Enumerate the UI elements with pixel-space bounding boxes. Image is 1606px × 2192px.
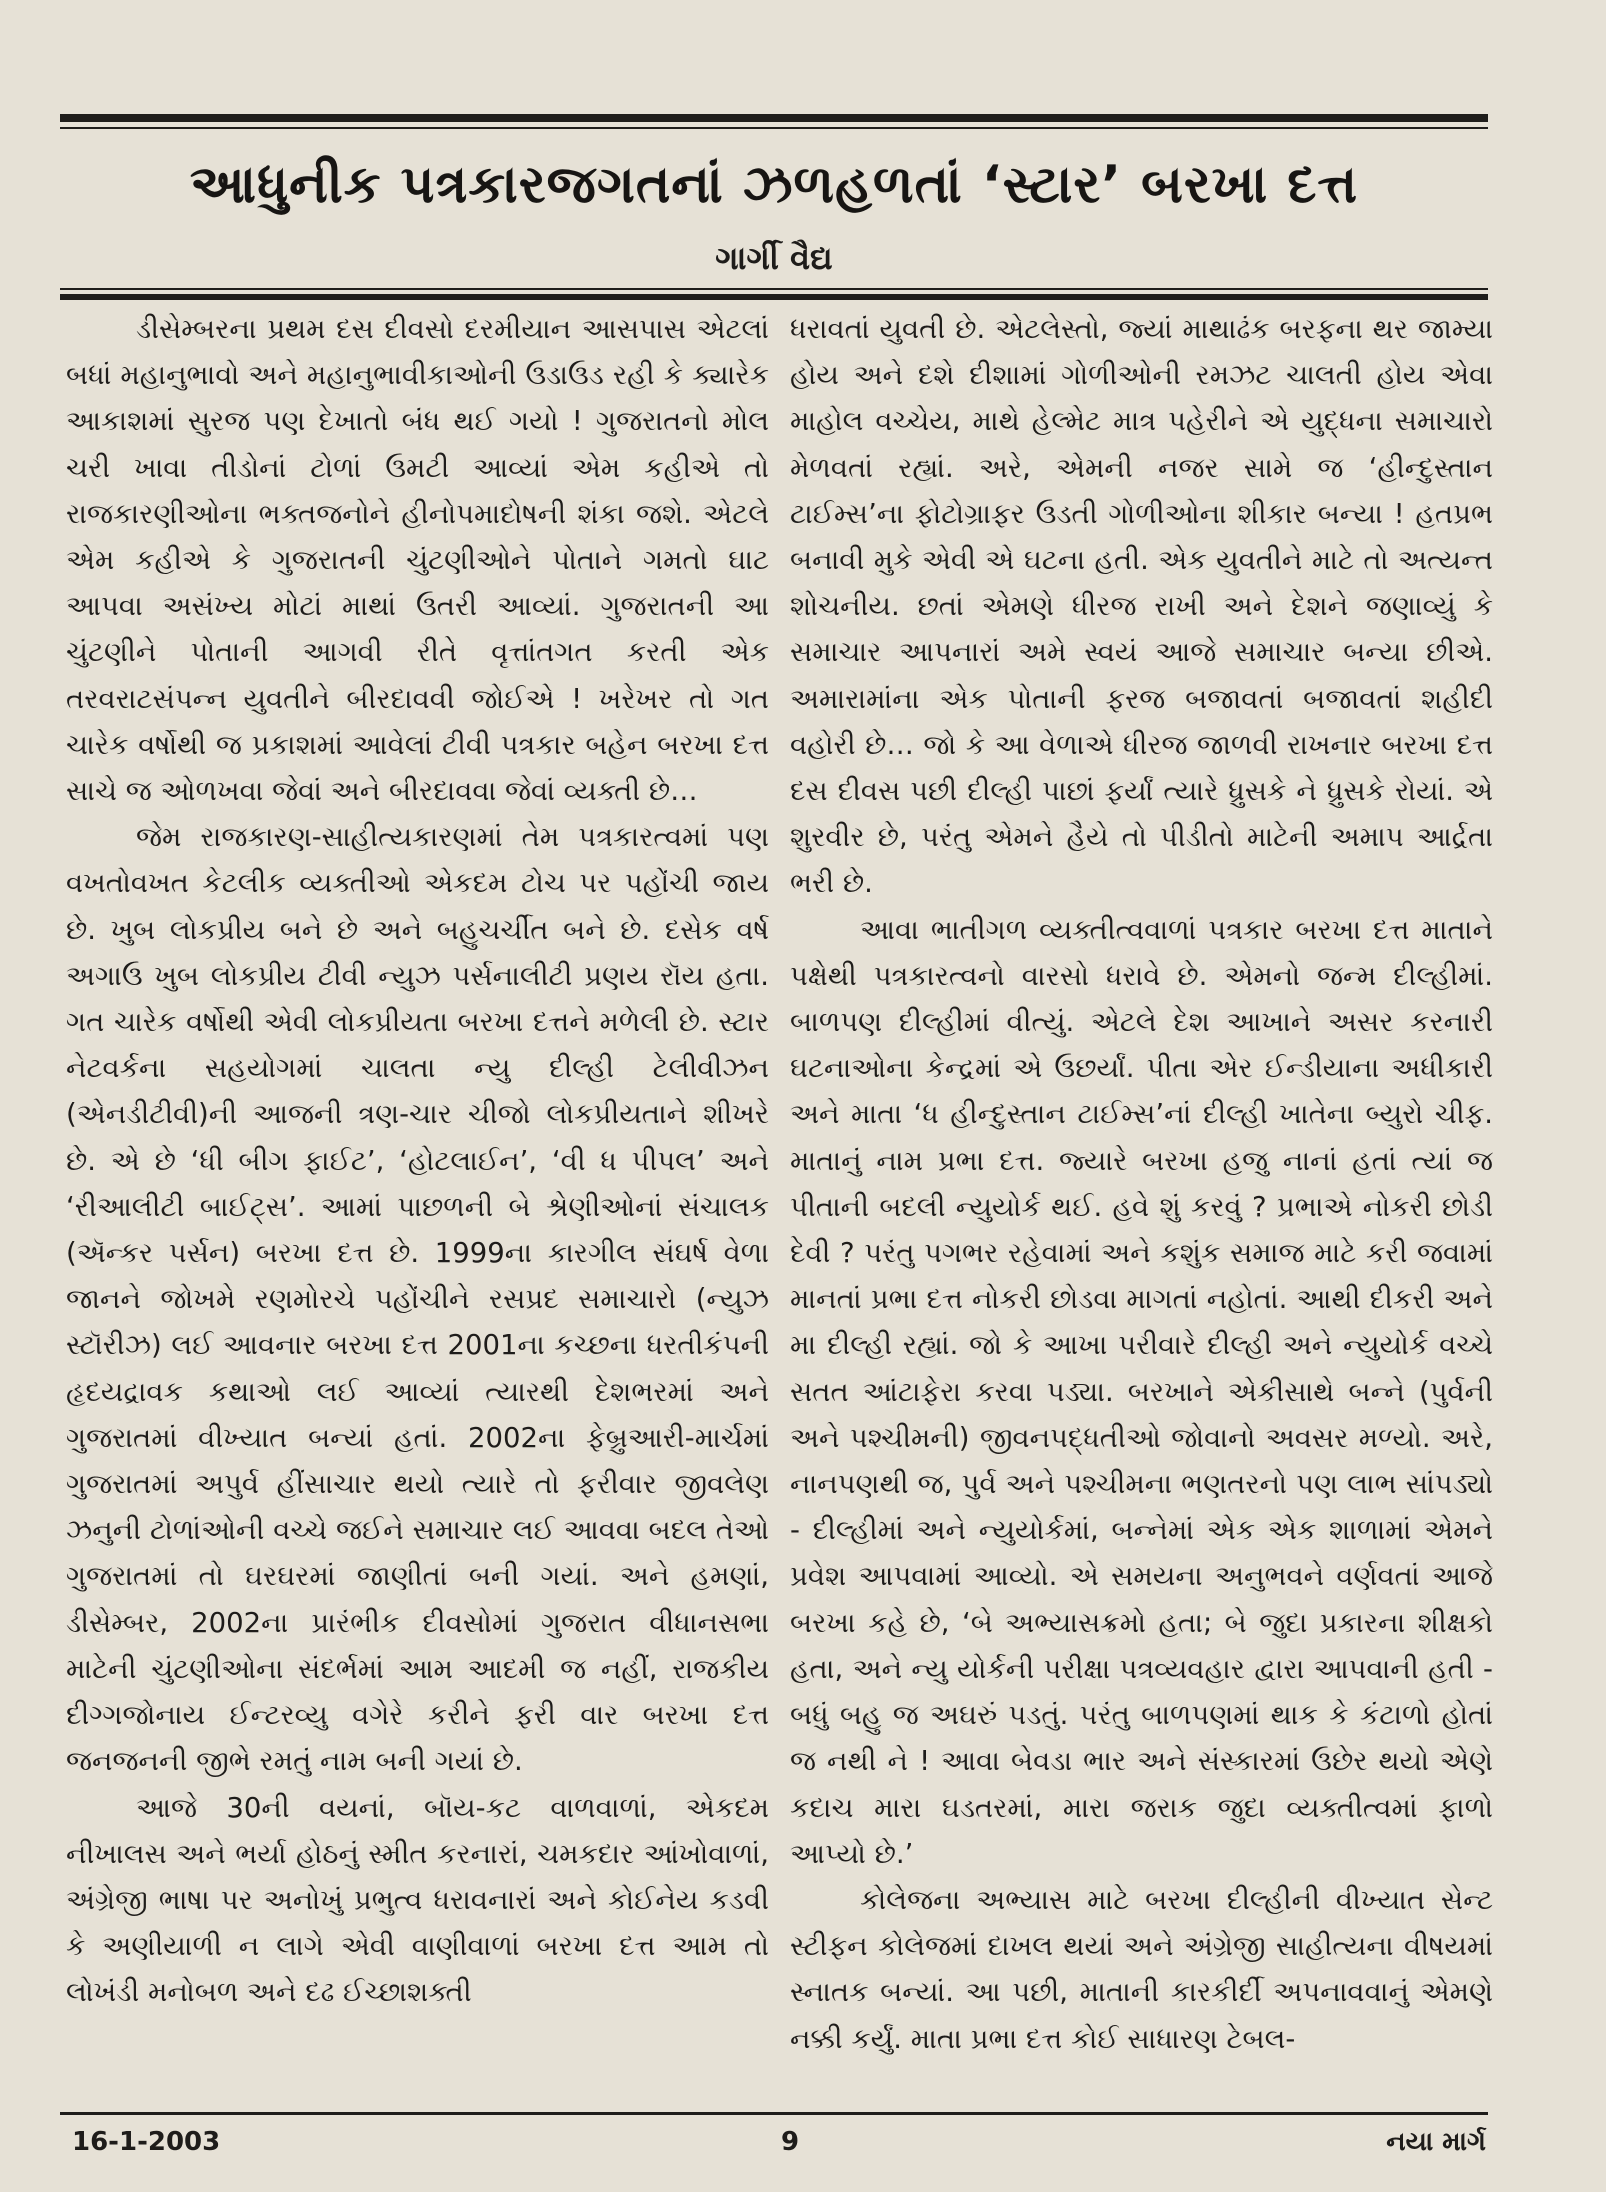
issue-date: 16-1-2003	[72, 2127, 221, 2157]
left-column	[66, 306, 769, 2102]
right-column	[790, 306, 1493, 2102]
top-rule	[60, 114, 1488, 122]
paragraph: કોલેજના અભ્યાસ માટે બરખા દીલ્હીની વીખ્યાત સેન્ટ સ્ટીફન કોલેજમાં દાખલ થયાં અને અંગ્રેજી સાહીત્યના વીષયમાં સ્નાતક બન્યાં. આ પછી, માતાની કારકીર્દી અપનાવવાનું એમણે નક્કી કર્યું. માતા પ્રભા દત્ત કોઈ સાધારણ ટેબલ-	[790, 1883, 1493, 2055]
top-rule-thin	[60, 127, 1488, 129]
page-number: 9	[780, 2127, 800, 2157]
footer-rule	[60, 2112, 1488, 2115]
paragraph: ધરાવતાં યુવતી છે. એટલેસ્તો, જ્યાં માથાઢંક બરફના થર જામ્યા હોય અને દશે દીશામાં ગોળીઓની રમઝટ ચાલતી હોય એવા માહોલ વચ્ચેય, માથે હેલ્મેટ માત્ર પહેરીને એ યુદ્ધના સમાચારો મેળવતાં રહ્યાં. અરે, એમની નજર સામે જ ‘હીન્દુસ્તાન ટાઈમ્સ’ના ફોટોગ્રાફર ઉડતી ગોળીઓના શીકાર બન્યા ! હતપ્રભ બનાવી મુકે એવી એ ઘટના હતી. એક યુવતીને માટે તો અત્યન્ત શોચનીય. છતાં એમણે ધીરજ રાખી અને દેશને જણાવ્યું કે સમાચાર આપનારાં અમે સ્વયં આજે સમાચાર બન્યા છીએ. અમારામાંના એક પોતાની ફરજ બજાવતાં બજાવતાં શહીદી વહોરી છે… જો કે આ વેળાએ ધીરજ જાળવી રાખનાર બરખા દત્ત દસ દીવસ પછી દીલ્હી પાછાં ફર્યાં ત્યારે ધ્રુસકે ને ધ્રુસકે રોયાં. એ શુરવીર છે, પરંતુ એમને હૈયે તો પીડીતો માટેની અમાપ આર્દ્રતા ભરી છે.	[790, 313, 1493, 900]
header-rule-thin	[60, 288, 1488, 290]
author-byline: ગાર્ગી વૈદ્ય	[715, 239, 833, 277]
paragraph: આવા ભાતીગળ વ્યક્તીત્વવાળાં પત્રકાર બરખા દત્ત માતાને પક્ષેથી પત્રકારત્વનો વારસો ધરાવે છે. એમનો જન્મ દીલ્હીમાં. બાળપણ દીલ્હીમાં વીત્યું. એટલે દેશ આખાને અસર કરનારી ઘટનાઓના કેન્દ્રમાં એ ઉછર્યાં. પીતા એર ઈન્ડીયાના અધીકારી અને માતા ‘ધ હીન્દુસ્તાન ટાઈમ્સ’નાં દીલ્હી ખાતેના બ્યુરો ચીફ. માતાનું નામ પ્રભા દત્ત. જ્યારે બરખા હજુ નાનાં હતાં ત્યાં જ પીતાની બદલી ન્યુયોર્ક થઈ. હવે શું કરવું ? પ્રભાએ નોકરી છોડી દેવી ? પરંતુ પગભર રહેવામાં અને કશુંક સમાજ માટે કરી જવામાં માનતાં પ્રભા દત્ત નોકરી છોડવા માગતાં નહોતાં. આથી દીકરી અને મા દીલ્હી રહ્યાં. જો કે આખા પરીવારે દીલ્હી અને ન્યુયોર્ક વચ્ચે સતત આંટાફેરા કરવા પડ્યા. બરખાને એકીસાથે બન્ને (પુર્વની અને પશ્ચીમની) જીવનપદ્ધતીઓ જોવાનો અવસર મળ્યો. અરે, નાનપણથી જ, પુર્વ અને પશ્ચીમના ભણતરનો પણ લાભ સાંપડ્યો - દીલ્હીમાં અને ન્યુયોર્કમાં, બન્નેમાં એક એક શાળામાં એમને પ્રવેશ આપવામાં આવ્યો. એ સમયના અનુભવને વર્ણવતાં આજે બરખા કહે છે, ‘બે અભ્યાસક્રમો હતા; બે જુદા પ્રકારના શીક્ષકો હતા, અને ન્યુ યોર્કની પરીક્ષા પત્રવ્યવહાર દ્વારા આપવાની હતી - બધું બહુ જ અઘરું પડતું. પરંતુ બાળપણમાં થાક કે કંટાળો હોતાં જ નથી ને ! આવા બેવડા ભાર અને સંસ્કારમાં ઉછેર થયો એણે કદાચ મારા ઘડતરમાં, મારા જરાક જુદા વ્યક્તીત્વમાં ફાળો આપ્યો છે.’	[790, 913, 1493, 1870]
article-title: આધુનીક પત્રકારજગતનાં ઝળહળતાં ‘સ્ટાર’ બરખા દત્ત	[189, 155, 1359, 215]
paragraph: આજે 30ની વયનાં, બૉય-કટ વાળવાળાં, એકદમ નીખાલસ અને ભર્યા હોઠનું સ્મીત કરનારાં, ચમકદાર આંખોવાળાં, અંગ્રેજી ભાષા પર અનોખું પ્રભુત્વ ધરાવનારાં અને કોઈનેય કડવી કે અણીયાળી ન લાગે એવી વાણીવાળાં બરખા દત્ત આમ તો લોખંડી મનોબળ અને દઢ ઈચ્છાશક્તી	[66, 1791, 769, 2009]
paragraph: જેમ રાજકારણ-સાહીત્યકારણમાં તેમ પત્રકારત્વમાં પણ વખતોવખત કેટલીક વ્યક્તીઓ એકદમ ટોચ પર પહોંચી જાય છે. ખુબ લોકપ્રીય બને છે અને બહુચર્ચીત બને છે. દસેક વર્ષ અગાઉ ખુબ લોકપ્રીય ટીવી ન્યુઝ પર્સનાલીટી પ્રણય રૉય હતા. ગત ચારેક વર્ષોથી એવી લોકપ્રીયતા બરખા દત્તને મળેલી છે. સ્ટાર નેટવર્કના સહયોગમાં ચાલતા ન્યુ દીલ્હી ટેલીવીઝન (એનડીટીવી)ની આજની ત્રણ-ચાર ચીજો લોકપ્રીયતાને શીખરે છે. એ છે ‘ધી બીગ ફાઈટ’, ‘હોટલાઈન’, ‘વી ધ પીપલ’ અને ‘રીઆલીટી બાઈટ્સ’. આમાં પાછળની બે શ્રેણીઓનાં સંચાલક (ઍન્કર પર્સન) બરખા દત્ત છે. 1999ના કારગીલ સંઘર્ષ વેળા જાનને જોખમે રણમોરચે પહોંચીને રસપ્રદ સમાચારો (ન્યુઝ સ્ટૉરીઝ) લઈ આવનાર બરખા દત્ત 2001ના કચ્છના ધરતીકંપની હૃદયદ્રાવક કથાઓ લઈ આવ્યાં ત્યારથી દેશભરમાં અને ગુજરાતમાં વીખ્યાત બન્યાં હતાં. 2002ના ફેબ્રુઆરી-માર્ચમાં ગુજરાતમાં અપુર્વ હીંસાચાર થયો ત્યારે તો ફરીવાર જીવલેણ ઝનુની ટોળાંઓની વચ્ચે જઈને સમાચાર લઈ આવવા બદલ તેઓ ગુજરાતમાં તો ઘરઘરમાં જાણીતાં બની ગયાં. અને હમણાં, ડીસેમ્બર, 2002ના પ્રારંભીક દીવસોમાં ગુજરાત વીધાનસભા માટેની ચુંટણીઓના સંદર્ભમાં આમ આદમી જ નહીં, રાજકીય દીગ્ગજોનાય ઈન્ટરવ્યુ વગેરે કરીને ફરી વાર બરખા દત્ત જનજનની જીભે રમતું નામ બની ગયાં છે.	[66, 821, 769, 1778]
paragraph: ડીસેમ્બરના પ્રથમ દસ દીવસો દરમીયાન આસપાસ એટલાં બધાં મહાનુભાવો અને મહાનુભાવીકાઓની ઉડાઉડ રહી કે ક્યારેક આકાશમાં સુરજ પણ દેખાતો બંધ થઈ ગયો ! ગુજરાતનો મોલ ચરી ખાવા તીડોનાં ટોળાં ઉમટી આવ્યાં એમ કહીએ તો રાજકારણીઓના ભક્તજનોને હીનોપમાદોષની શંકા જશે. એટલે એમ કહીએ કે ગુજરાતની ચુંટણીઓને પોતાને ગમતો ઘાટ આપવા અસંખ્ય મોટાં માથાં ઉતરી આવ્યાં. ગુજરાતની આ ચુંટણીને પોતાની આગવી રીતે વૃત્તાંતગત કરતી એક તરવરાટસંપન્ન યુવતીને બીરદાવવી જોઈએ ! ખરેખર તો ગત ચારેક વર્ષોથી જ પ્રકાશમાં આવેલાં ટીવી પત્રકાર બહેન બરખા દત્ત સાચે જ ઓળખવા જેવાં અને બીરદાવવા જેવાં વ્યક્તી છે…	[66, 313, 769, 808]
header-rule	[60, 294, 1488, 300]
magazine-name: નયા માર્ગ	[1386, 2127, 1486, 2157]
